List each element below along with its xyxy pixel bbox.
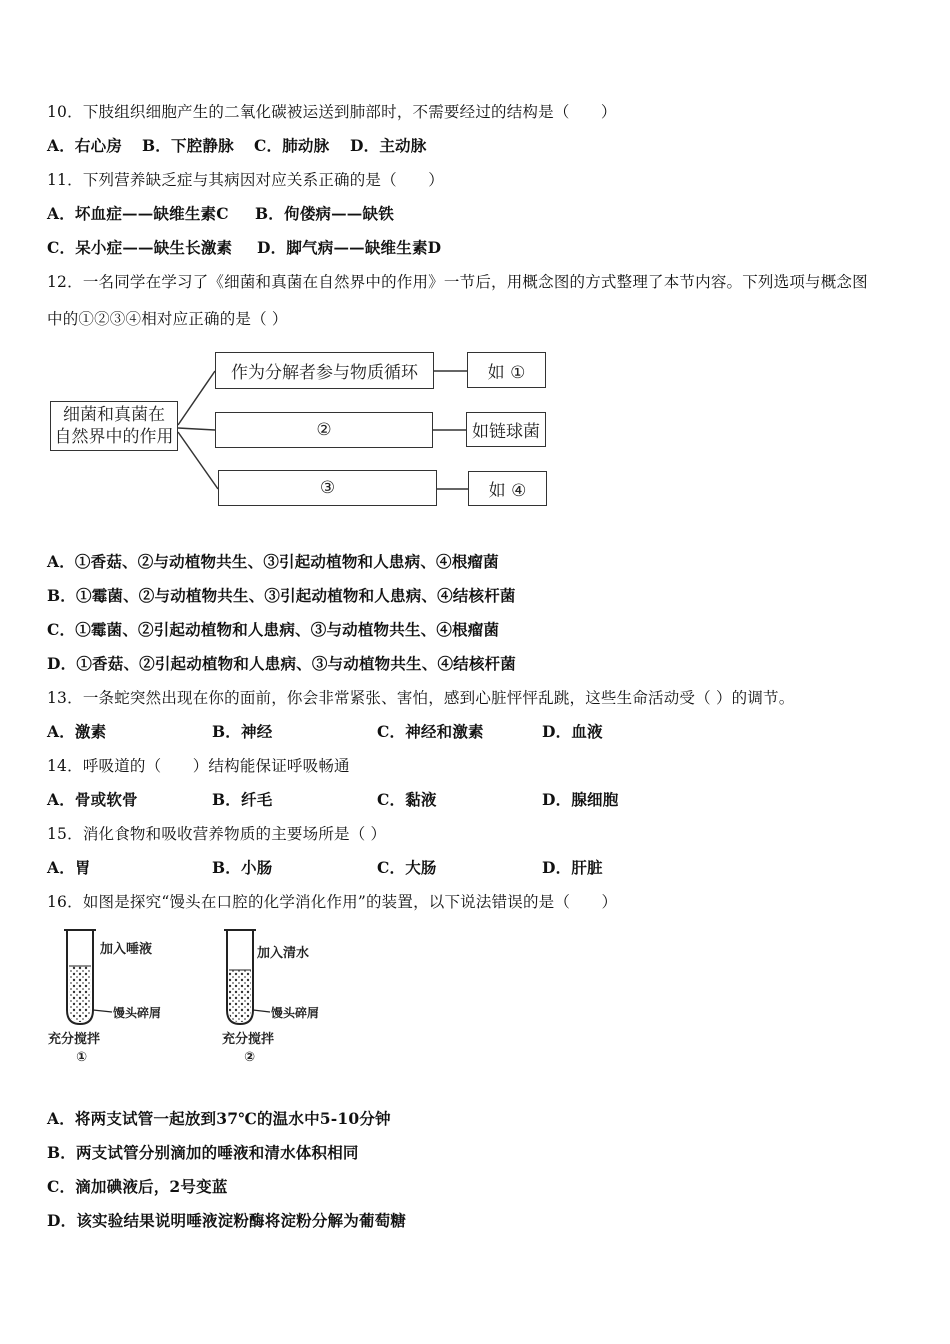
q14-stem: 14．呼吸道的（ ）结构能保证呼吸畅通 bbox=[47, 757, 350, 775]
tube1-crumbs-label: 馒头碎屑 bbox=[113, 1006, 162, 1020]
q10-option-b: B．下腔静脉 bbox=[142, 136, 234, 155]
q15-option-b: B．小肠 bbox=[212, 858, 273, 877]
q14-option-b: B．纤毛 bbox=[212, 790, 273, 809]
tube2-number: ② bbox=[244, 1050, 256, 1065]
q11-option-d: D．脚气病——缺维生素D bbox=[257, 238, 442, 257]
concept-root-line1: 细菌和真菌在 bbox=[63, 405, 165, 425]
q12-option-a: A．①香菇、②与动植物共生、③引起动植物和人患病、④根瘤菌 bbox=[47, 552, 499, 571]
tube2-add-label: 加入清水 bbox=[257, 946, 310, 961]
q13-option-a: A．激素 bbox=[47, 722, 107, 741]
concept-root-line2: 自然界中的作用 bbox=[54, 427, 174, 447]
q16-option-b: B．两支试管分别滴加的唾液和清水体积相同 bbox=[47, 1143, 359, 1162]
q14-option-c: C．黏液 bbox=[377, 790, 437, 809]
q10-stem: 10．下肢组织细胞产生的二氧化碳被运送到肺部时，不需要经过的结构是（ ） bbox=[47, 103, 617, 121]
q16-option-a: A．将两支试管一起放到37℃的温水中5-10分钟 bbox=[47, 1109, 391, 1128]
q12-stem-line2: 中的①②③④相对应正确的是（ ） bbox=[47, 310, 288, 328]
concept-branch3-box: ③ bbox=[218, 470, 437, 506]
q15-option-c: C．大肠 bbox=[377, 858, 437, 877]
q16-stem: 16．如图是探究“馒头在口腔的化学消化作用”的装置，以下说法错误的是（ ） bbox=[47, 893, 618, 911]
q15-option-d: D．肝脏 bbox=[542, 858, 603, 877]
concept-branch1-example: 如 ① bbox=[467, 352, 546, 388]
tube1-stir-label: 充分搅拌 bbox=[48, 1032, 101, 1047]
q12-option-d: D．①香菇、②引起动植物和人患病、③与动植物共生、④结核杆菌 bbox=[47, 654, 516, 673]
q12-stem-line1: 12．一名同学在学习了《细菌和真菌在自然界中的作用》一节后，用概念图的方式整理了本节内容。下列选项与概念图 bbox=[47, 273, 868, 291]
q11-stem: 11．下列营养缺乏症与其病因对应关系正确的是（ ） bbox=[47, 171, 444, 189]
q15-option-a: A．胃 bbox=[47, 858, 91, 877]
q13-option-c: C．神经和激素 bbox=[377, 722, 484, 741]
q13-stem: 13．一条蛇突然出现在你的面前，你会非常紧张、害怕，感到心脏怦怦乱跳，这些生命活动受（ ）的调节。 bbox=[47, 689, 795, 707]
q16-option-d: D．该实验结果说明唾液淀粉酶将淀粉分解为葡萄糖 bbox=[47, 1211, 407, 1230]
concept-branch2-example: 如链球菌 bbox=[466, 412, 546, 447]
tube2-crumbs-label: 馒头碎屑 bbox=[271, 1006, 320, 1020]
q10-option-a: A．右心房 bbox=[47, 136, 123, 155]
q16-option-c: C．滴加碘液后，2号变蓝 bbox=[47, 1177, 228, 1196]
tube1-number: ① bbox=[76, 1050, 88, 1065]
q14-option-a: A．骨或软骨 bbox=[47, 790, 138, 809]
q12-option-c: C．①霉菌、②引起动植物和人患病、③与动植物共生、④根瘤菌 bbox=[47, 620, 500, 639]
q10-option-c: C．肺动脉 bbox=[254, 136, 330, 155]
q13-option-b: B．神经 bbox=[212, 722, 273, 741]
concept-branch3-example: 如 ④ bbox=[468, 471, 547, 506]
q10-option-d: D．主动脉 bbox=[350, 136, 427, 155]
concept-branch1-box: 作为分解者参与物质循环 bbox=[215, 352, 434, 389]
q12-option-b: B．①霉菌、②与动植物共生、③引起动植物和人患病、④结核杆菌 bbox=[47, 586, 516, 605]
q15-stem: 15．消化食物和吸收营养物质的主要场所是（ ） bbox=[47, 825, 387, 843]
concept-branch2-box: ② bbox=[215, 412, 433, 448]
tube1-add-label: 加入唾液 bbox=[100, 942, 153, 957]
tube2-stir-label: 充分搅拌 bbox=[222, 1032, 275, 1047]
q11-option-b: B．佝偻病——缺铁 bbox=[255, 204, 394, 223]
q11-option-c: C．呆小症——缺生长激素 bbox=[47, 238, 233, 257]
q13-option-d: D．血液 bbox=[542, 722, 603, 741]
q11-option-a: A．坏血症——缺维生素C bbox=[47, 204, 229, 223]
q14-option-d: D．腺细胞 bbox=[542, 790, 619, 809]
